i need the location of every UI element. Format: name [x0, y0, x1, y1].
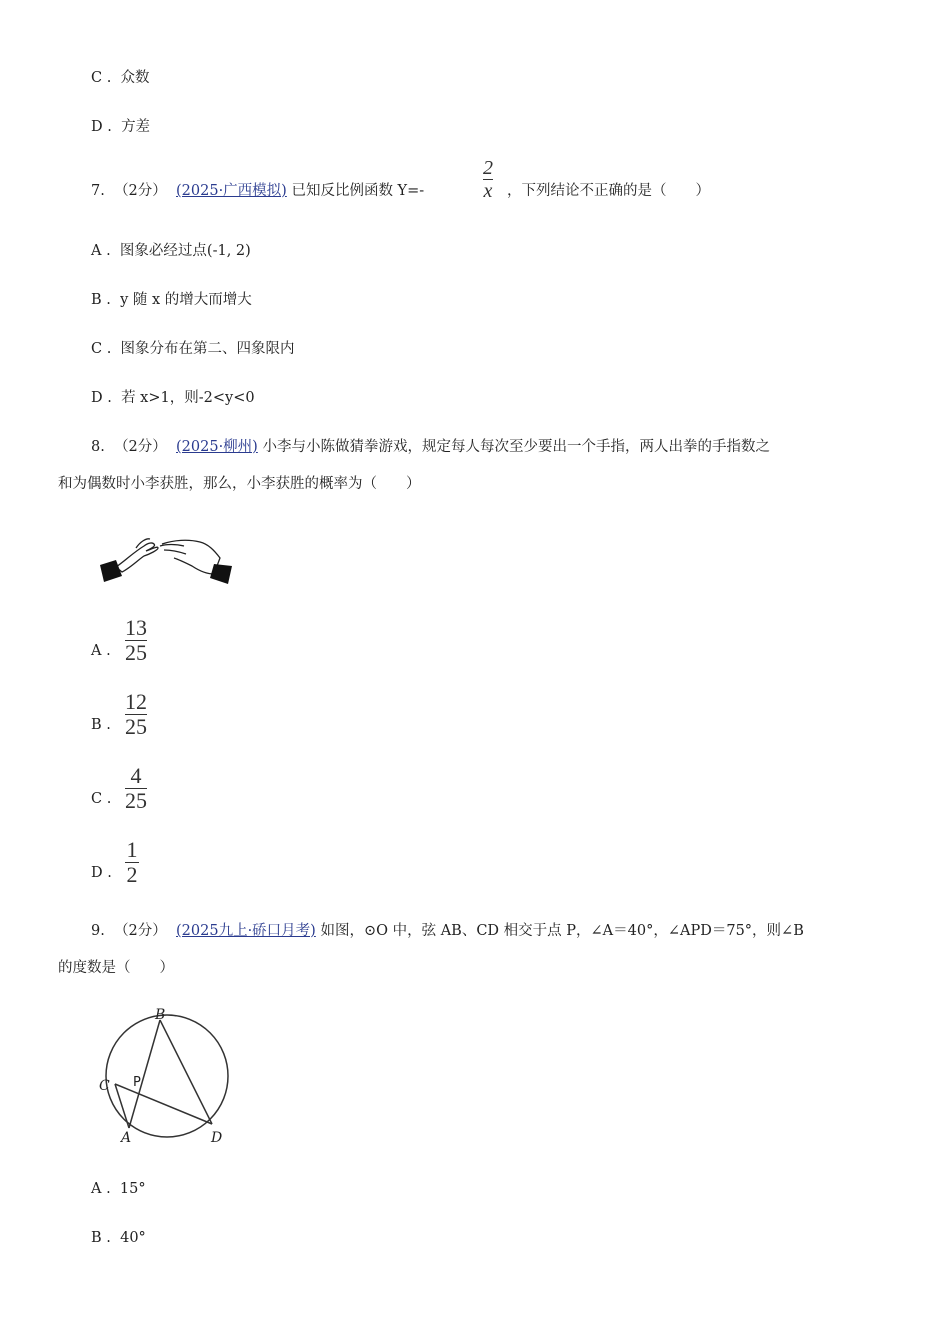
label-p: P	[133, 1075, 141, 1090]
fraction-numerator: 1	[126, 837, 138, 862]
q8-option-b-letter	[91, 717, 111, 733]
chord-ab	[129, 1020, 160, 1128]
label-d: D	[211, 1130, 223, 1145]
question-score: （2分）	[114, 923, 167, 939]
option-letter: B .	[91, 1230, 111, 1246]
hands-figure	[96, 530, 241, 590]
q8-option-d-letter	[91, 865, 112, 881]
fraction-denominator: x	[483, 180, 493, 202]
q7-option-d	[91, 386, 255, 407]
q6-option-c	[91, 66, 150, 87]
fraction-denominator: 25	[125, 788, 147, 813]
segment-ca	[115, 1084, 129, 1128]
option-letter: C .	[91, 791, 112, 807]
option-letter: A .	[91, 1181, 111, 1197]
q8-option-d-fraction	[125, 839, 139, 886]
q8-option-a-fraction	[125, 617, 147, 664]
fraction-denominator: 25	[125, 714, 147, 739]
option-letter: C .	[91, 341, 112, 357]
q9-stem-line2	[58, 956, 174, 977]
label-b: B	[155, 1007, 166, 1023]
question-number: 9.	[91, 923, 105, 939]
fraction-numerator: 2	[483, 157, 493, 179]
question-stem: 的度数是（ ）	[58, 960, 174, 976]
label-c: C	[99, 1078, 110, 1094]
option-letter: B .	[91, 292, 111, 308]
q7-fraction	[483, 158, 493, 201]
option-letter: B .	[91, 717, 111, 733]
question-stem: 和为偶数时小李获胜，那么，小李获胜的概率为（ ）	[58, 476, 421, 492]
question-source-link[interactable]: (2025·广西模拟)	[176, 183, 287, 199]
q7-option-a	[91, 239, 251, 260]
q6-option-d	[91, 115, 150, 136]
q8-option-b-fraction	[125, 691, 147, 738]
circle-figure	[95, 1000, 240, 1145]
option-letter: C .	[91, 70, 112, 86]
segment-bd	[160, 1020, 212, 1124]
question-stem-before: 已知反比例函数 Y=-	[291, 183, 425, 199]
option-text: 图象分布在第二、四象限内	[120, 341, 295, 357]
option-letter: D .	[91, 119, 112, 135]
option-text: 方差	[121, 119, 151, 135]
fraction-denominator: 2	[126, 862, 138, 887]
question-source-link[interactable]: (2025九上·硚口月考)	[176, 923, 316, 939]
option-text: 图象必经过点(-1, 2)	[119, 243, 251, 259]
q7-stem-after	[507, 179, 710, 200]
option-letter: D .	[91, 865, 112, 881]
question-stem: 小李与小陈做猜拳游戏，规定每人每次至少要出一个手指，两人出拳的手指数之	[262, 439, 770, 455]
fraction-numerator: 12	[125, 689, 147, 714]
q8-option-c-fraction	[125, 765, 147, 812]
chord-cd	[115, 1084, 212, 1124]
q8-stem-line1	[91, 435, 770, 456]
question-stem-after: ，下列结论不正确的是（ ）	[507, 183, 710, 199]
q7-option-b	[91, 288, 252, 309]
question-stem: 如图，⊙O 中，弦 AB、CD 相交于点 P，∠A＝40°，∠APD＝75°，则∠B	[320, 923, 804, 939]
option-letter: D .	[91, 390, 112, 406]
q8-option-c-letter	[91, 791, 111, 807]
q9-option-b	[91, 1230, 146, 1246]
question-number: 8.	[91, 439, 105, 455]
label-a: A	[121, 1130, 132, 1145]
question-score: （2分）	[114, 183, 167, 199]
q9-stem-line1	[91, 919, 804, 940]
question-number: 7.	[91, 183, 105, 199]
fraction-denominator: 25	[125, 640, 147, 665]
q8-option-a-letter	[91, 643, 111, 659]
question-source-link[interactable]: (2025·柳州)	[176, 439, 258, 455]
option-text: 40°	[120, 1230, 146, 1246]
fraction-numerator: 13	[125, 615, 147, 640]
q7-option-c	[91, 337, 295, 358]
q8-stem-line2	[58, 472, 421, 493]
option-letter: A .	[91, 243, 111, 259]
question-score: （2分）	[114, 439, 167, 455]
q7-stem	[91, 179, 424, 200]
option-letter: A .	[91, 643, 111, 659]
option-text: 若 x>1，则-2<y<0	[121, 390, 255, 406]
option-text: 众数	[120, 70, 150, 86]
option-text: 15°	[119, 1181, 146, 1197]
q9-option-a	[91, 1181, 146, 1197]
fraction-numerator: 4	[130, 763, 142, 788]
option-text: y 随 x 的增大而增大	[120, 292, 252, 308]
